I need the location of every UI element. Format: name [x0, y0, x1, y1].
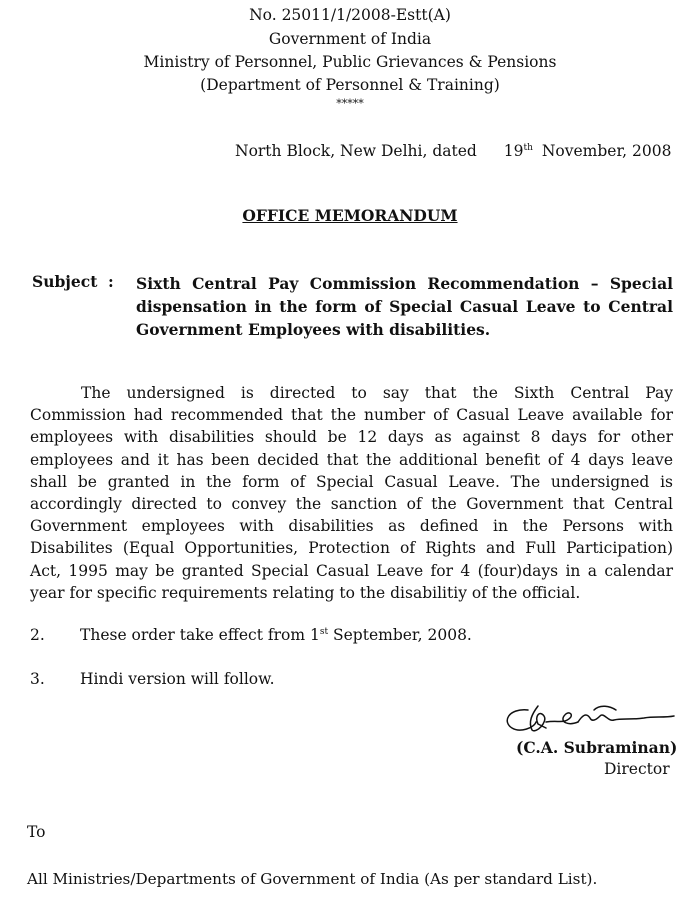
to-label: To	[27, 823, 46, 841]
subject-label: Subject	[32, 272, 98, 291]
dateline-place: North Block, New Delhi, dated	[235, 142, 477, 160]
dateline	[235, 142, 671, 160]
paragraph-2-sup: st	[319, 627, 329, 637]
file-number: No. 25011/1/2008-Estt(A)	[249, 6, 451, 24]
paragraph-line: accordingly directed to convey the sanction of the Government that Central	[30, 495, 673, 514]
paragraph-2-text-after: September, 2008.	[328, 626, 472, 644]
ministry-name: Ministry of Personnel, Public Grievances & Pensions	[143, 53, 557, 71]
memo-title: OFFICE MEMORANDUM	[242, 206, 458, 225]
paragraph-line: Act, 1995 may be granted Special Casual Leave for 4 (four)days in a calendar	[30, 561, 673, 580]
paragraph-line: shall be granted in the form of Special Casual Leave. The undersigned is	[30, 472, 673, 491]
paragraph-line: employees with disabilities should be 12 days as against 8 days for other	[30, 428, 673, 447]
subject-colon: :	[108, 272, 114, 291]
dateline-day: 19	[503, 142, 524, 160]
subject-text	[136, 272, 673, 341]
department-name: (Department of Personnel & Training)	[200, 76, 500, 94]
paragraph-1	[30, 382, 673, 604]
subject-line: Sixth Central Pay Commission Recommendation – Special	[136, 274, 673, 293]
dateline-day-suffix: th	[523, 143, 533, 153]
paragraph-line: year for specific requirements relating to the disabilitiy of the official.	[30, 583, 581, 602]
subject-line: dispensation in the form of Special Casual Leave to Central	[136, 297, 673, 316]
header-stars: *****	[336, 97, 364, 110]
signatory-name: (C.A. Subraminan)	[516, 738, 678, 757]
paragraph-line: employees and it has been decided that the additional benefit of 4 days leave	[30, 450, 673, 469]
paragraph-2-number: 2.	[30, 626, 45, 644]
paragraph-2-text	[80, 626, 472, 644]
paragraph-3-number: 3.	[30, 670, 45, 688]
signatory-designation: Director	[604, 760, 670, 778]
paragraph-line: Government employees with disabilities as defined in the Persons with	[30, 517, 673, 536]
to-recipients: All Ministries/Departments of Government of India (As per standard List).	[27, 870, 598, 888]
signature-scribble	[498, 700, 678, 740]
dateline-month-year: November, 2008	[541, 142, 672, 160]
subject-line: Government Employees with disabilities.	[136, 320, 491, 339]
paragraph-line: Commission had recommended that the number of Casual Leave available for	[30, 406, 673, 425]
government-name: Government of India	[268, 30, 432, 48]
paragraph-3-text: Hindi version will follow.	[80, 670, 275, 688]
paragraph-2-text-before: These order take effect from 1	[80, 626, 320, 644]
paragraph-line: The undersigned is directed to say that the Sixth Central Pay	[81, 384, 673, 402]
paragraph-line: Disabilites (Equal Opportunities, Protection of Rights and Full Participation)	[30, 539, 673, 558]
